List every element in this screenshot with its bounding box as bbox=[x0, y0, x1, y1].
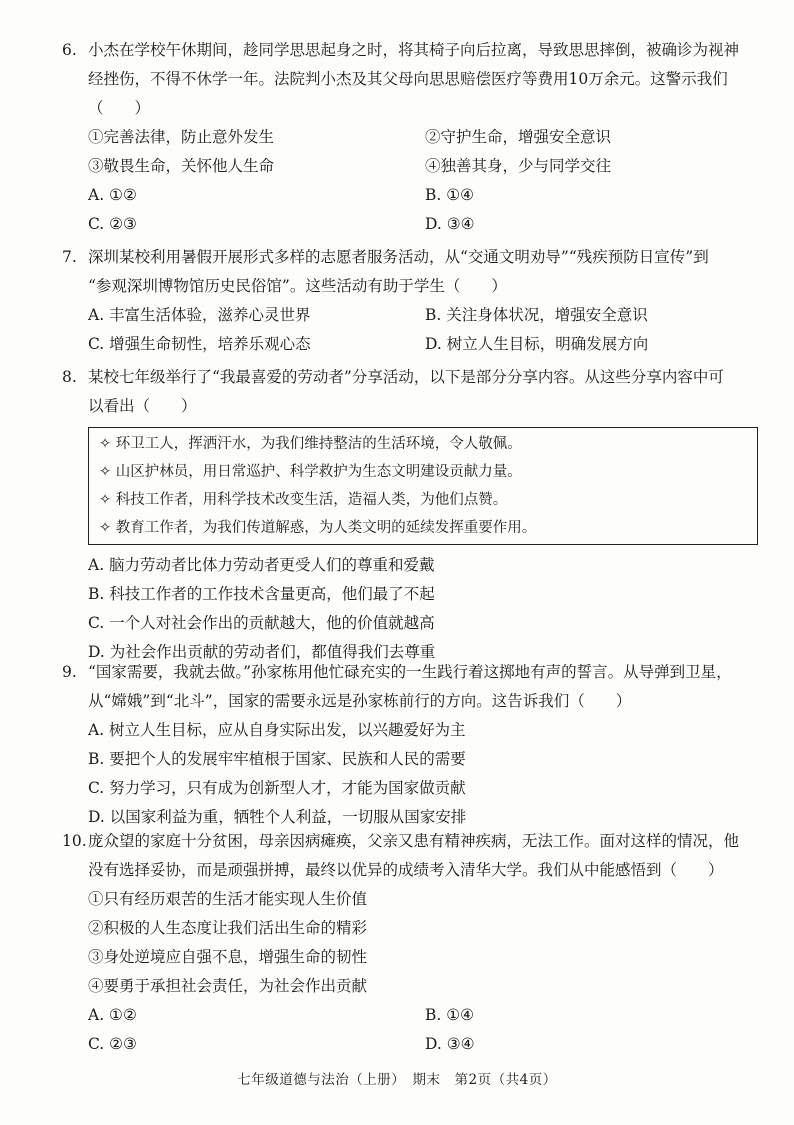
choice-b[interactable]: B. ①④ bbox=[425, 186, 475, 204]
question-10-text-line-1: 庞众望的家庭十分贫困，母亲因病瘫痪，父亲又患有精神疾病，无法工作。面对这样的情况，他 bbox=[88, 832, 740, 850]
box-item-forest-ranger: ✧ 山区护林员，用日常巡护、科学救护为生态文明建设贡献力量。 bbox=[99, 464, 522, 480]
question-10-text-line-2: 没有选择妥协，而是顽强拼搏，最终以优异的成绩考入清华大学。我们从中能感悟到（ ） bbox=[88, 861, 724, 879]
choice-row bbox=[88, 330, 762, 359]
choice-c[interactable]: C. 一个人对社会作出的贡献越大，他的价值就越高 bbox=[88, 614, 435, 632]
question-7-choices bbox=[62, 301, 762, 359]
choice-d[interactable]: D. ③④ bbox=[425, 1035, 475, 1053]
choice-row bbox=[88, 1001, 762, 1030]
statement-4: ④要勇于承担社会责任，为社会作出贡献 bbox=[88, 977, 368, 995]
question-7 bbox=[62, 243, 762, 359]
choice-c[interactable]: C. 增强生命韧性，培养乐观心态 bbox=[88, 335, 311, 353]
question-7-stem-line-1 bbox=[62, 243, 762, 272]
question-7-text-line-1: 深圳某校利用暑假开展形式多样的志愿者服务活动，从“交通文明劝导”“残疾预防日宣传”到 bbox=[88, 248, 709, 266]
question-6-statements bbox=[62, 123, 762, 239]
choice-a[interactable]: A. ①② bbox=[88, 1006, 137, 1024]
choice-row bbox=[88, 1030, 762, 1059]
statement-4: ④独善其身，少与同学交往 bbox=[425, 157, 612, 175]
choice-row bbox=[88, 210, 762, 239]
statement-row bbox=[88, 152, 762, 181]
sharing-content-box bbox=[88, 427, 758, 545]
question-8-text-line-1: 某校七年级举行了“我最喜爱的劳动者”分享活动，以下是部分分享内容。从这些分享内容中可 bbox=[88, 368, 724, 386]
question-number: 7. bbox=[62, 248, 77, 266]
box-item-sanitation-worker: ✧ 环卫工人，挥洒汗水，为我们维持整洁的生活环境，令人敬佩。 bbox=[99, 436, 522, 452]
question-6-text-line-1: 小杰在学校午休期间，趁同学思思起身之时，将其椅子向后拉离，导致思思摔倒，被确诊为视神 bbox=[88, 41, 740, 59]
question-10 bbox=[62, 827, 762, 1059]
question-number: 8. bbox=[62, 368, 77, 386]
choice-d[interactable]: D. ③④ bbox=[425, 215, 475, 233]
choice-a[interactable]: A. 丰富生活体验，滋养心灵世界 bbox=[88, 306, 311, 324]
statement-3: ③敬畏生命，关怀他人生命 bbox=[88, 157, 275, 175]
box-item-tech-worker: ✧ 科技工作者，用科学技术改变生活，造福人类，为他们点赞。 bbox=[99, 492, 508, 508]
choice-a[interactable]: A. ①② bbox=[88, 186, 137, 204]
question-9 bbox=[62, 658, 762, 832]
question-8 bbox=[62, 363, 762, 667]
choice-row bbox=[88, 181, 762, 210]
question-7-text-line-2: “参观深圳博物馆历史民俗馆”。这些活动有助于学生（ ） bbox=[88, 277, 507, 295]
choice-b[interactable]: B. ①④ bbox=[425, 1006, 475, 1024]
question-10-stem-line-1 bbox=[62, 827, 762, 856]
statement-row bbox=[88, 123, 762, 152]
question-6 bbox=[62, 36, 762, 239]
question-9-stem-line-1 bbox=[62, 658, 762, 687]
question-6-answer-blank: （ ） bbox=[88, 99, 151, 117]
statement-2: ②积极的人生态度让我们活出生命的精彩 bbox=[88, 919, 368, 937]
question-9-choices bbox=[62, 716, 762, 832]
choice-c[interactable]: C. ②③ bbox=[88, 215, 137, 233]
choice-d[interactable]: D. 为社会作出贡献的劳动者们，都值得我们去尊重 bbox=[88, 643, 436, 661]
choice-c[interactable]: C. ②③ bbox=[88, 1035, 137, 1053]
choice-a[interactable]: A. 脑力劳动者比体力劳动者更受人们的尊重和爱戴 bbox=[88, 556, 435, 574]
statement-1: ①完善法律，防止意外发生 bbox=[88, 128, 275, 146]
question-8-stem-line-1 bbox=[62, 363, 762, 392]
statement-3: ③身处逆境应自强不息，增强生命的韧性 bbox=[88, 948, 368, 966]
choice-c[interactable]: C. 努力学习，只有成为创新型人才，才能为国家做贡献 bbox=[88, 779, 466, 797]
statement-1: ①只有经历艰苦的生活才能实现人生价值 bbox=[88, 890, 368, 908]
choice-b[interactable]: B. 关注身体状况，增强安全意识 bbox=[425, 306, 648, 324]
question-number: 9. bbox=[62, 663, 77, 681]
choice-b[interactable]: B. 科技工作者的工作技术含量更高，他们最了不起 bbox=[88, 585, 435, 603]
choice-row bbox=[88, 301, 762, 330]
question-number: 10. bbox=[62, 832, 87, 850]
question-9-text-line-2: 从“嫦娥”到“北斗”，国家的需要永远是孙家栋前行的方向。这告诉我们（ ） bbox=[88, 692, 632, 710]
question-6-stem-line-1 bbox=[62, 36, 762, 65]
question-8-choices bbox=[62, 551, 762, 667]
choice-a[interactable]: A. 树立人生目标，应从自身实际出发，以兴趣爱好为主 bbox=[88, 721, 466, 739]
statement-2: ②守护生命，增强安全意识 bbox=[425, 128, 612, 146]
choice-d[interactable]: D. 以国家利益为重，牺牲个人利益，一切服从国家安排 bbox=[88, 808, 467, 826]
question-10-statements bbox=[62, 885, 762, 1059]
question-number: 6. bbox=[62, 41, 77, 59]
box-item-educator: ✧ 教育工作者，为我们传道解惑，为人类文明的延续发挥重要作用。 bbox=[99, 520, 537, 536]
choice-d[interactable]: D. 树立人生目标，明确发展方向 bbox=[425, 335, 649, 353]
page-footer: 七年级道德与法治（上册） 期末 第2页（共4页） bbox=[237, 1072, 557, 1088]
question-9-text-line-1: “国家需要，我就去做。”孙家栋用他忙碌充实的一生践行着这掷地有声的誓言。从导弹到卫星， bbox=[88, 663, 732, 681]
choice-b[interactable]: B. 要把个人的发展牢牢植根于国家、民族和人民的需要 bbox=[88, 750, 466, 768]
question-6-text-line-2: 经挫伤，不得不休学一年。法院判小杰及其父母向思思赔偿医疗等费用10万余元。这警示我们 bbox=[88, 70, 728, 88]
question-8-text-line-2: 以看出（ ） bbox=[88, 397, 197, 415]
